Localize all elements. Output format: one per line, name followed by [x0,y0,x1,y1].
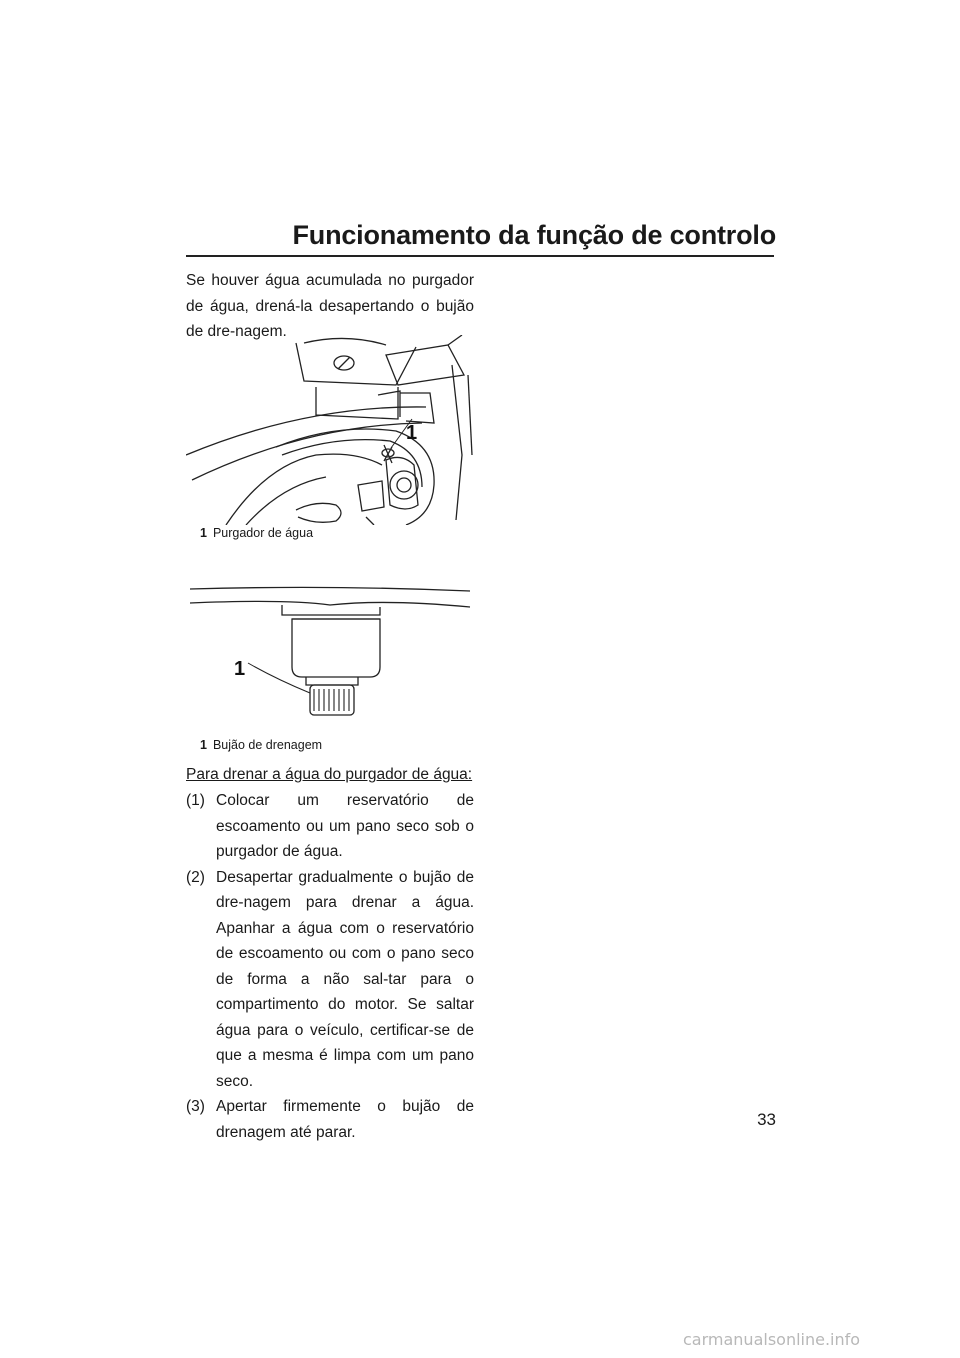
intro-paragraph: Se houver água acumulada no purgador de água, drená-la desapertando o bujão de dre-nagem. [186,272,474,340]
figure2-caption-number: 1 [200,738,207,752]
drain-plug-illustration [186,585,474,720]
figure2-caption [200,738,322,752]
figure1-caption [200,526,313,540]
figure1-caption-text: Purgador de água [212,526,314,540]
page-number: 33 [757,1110,776,1129]
site-watermark: carmanualsonline.info [683,1330,861,1349]
page-title: Funcionamento da função de controlo [292,220,776,250]
procedure-step [186,865,474,1095]
step-number: (3) [186,1098,205,1115]
step-number: (1) [186,792,205,809]
step-text: Desapertar gradualmente o bujão de dre-nagem para drenar a água. Apanhar a água com o reservatório de escoamento ou com o pano seco de forma a não sal-tar para o compartimento do motor. Se saltar água para o veículo, certificar-se de que a mesma é limpa com um pano seco. [216,868,474,1090]
procedure-heading: Para drenar a água do purgador de água: [186,766,473,783]
step-text: Apertar firmemente o bujão de drenagem até parar. [216,1098,474,1141]
step-number: (2) [186,868,205,886]
procedure-steps [186,788,474,1145]
water-separator-illustration [186,335,474,525]
title-divider [186,255,774,257]
figure2-callout-number: 1 [234,658,246,680]
figure1-callout-number: 1 [406,422,418,444]
procedure-step [186,788,474,865]
figure2-caption-text: Bujão de drenagem [212,738,323,752]
procedure-step [186,1094,474,1145]
figure1-caption-number: 1 [200,526,207,540]
step-text: Colocar um reservatório de escoamento ou um pano seco sob o purgador de água. [216,792,474,860]
